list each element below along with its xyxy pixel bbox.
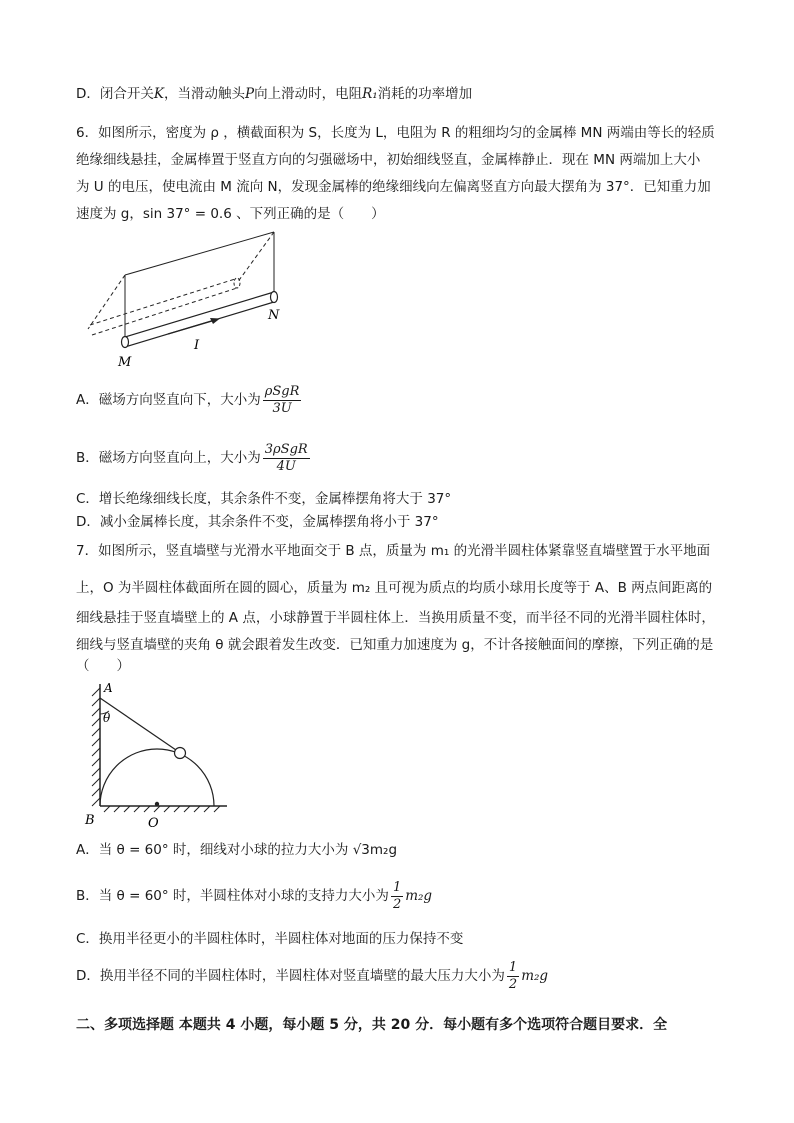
q7-option-b-after: m₂g	[405, 888, 433, 904]
q6-stem-line-2: 绝缘细线悬挂，金属棒置于竖直方向的匀强磁场中，初始细线竖直，金属棒静止．现在 MN 两端加上大小	[76, 152, 701, 168]
fraction-numerator: 3ρSgR	[264, 441, 308, 457]
q7-stem-line-4: 细线与竖直墙壁的夹角 θ 就会跟着发生改变．已知重力加速度为 g，不计各接触面间的摩擦，下列正确的是	[76, 637, 714, 653]
fraction-denominator: 2	[392, 896, 402, 912]
var-r1: R₁	[362, 86, 378, 102]
q5d-suffix: 消耗的功率增加	[377, 86, 473, 102]
q7-stem-line-5: （ ）	[76, 658, 130, 674]
q7-option-a[interactable]: A．当 θ = 60° 时，细线对小球的拉力大小为 √3m₂g	[76, 842, 398, 858]
var-k: K	[153, 86, 164, 102]
q7-stem-line-2: 上，O 为半圆柱体截面所在圆的圆心，质量为 m₂ 且可视为质点的均质小球用长度等于 A、B 两点间距离的	[76, 580, 713, 596]
fraction-denominator: 4U	[276, 458, 296, 474]
q7-option-b-fraction	[391, 880, 403, 913]
label-m: M	[118, 355, 132, 370]
q5-option-d	[76, 84, 472, 104]
q7-stem-line-3: 细线悬挂于竖直墙壁上的 A 点，小球静置于半圆柱体上．当换用质量不变，而半径不同的光滑半圆柱体时，	[76, 610, 715, 626]
q6-option-a-fraction	[263, 384, 302, 417]
section-2-heading: 二、多项选择题 本题共 4 小题，每小题 5 分，共 20 分．每小题有多个选项符合题目要求．全	[76, 1017, 668, 1033]
fraction-numerator: 1	[392, 879, 402, 895]
q7-option-d-after: m₂g	[521, 968, 549, 984]
label-a: A	[104, 681, 113, 695]
q6-figure	[80, 225, 290, 375]
q5d-mid1: ，当滑动触头	[164, 86, 245, 102]
q7-figure	[82, 678, 242, 833]
q7-option-d-fraction	[507, 960, 519, 993]
label-o: O	[148, 816, 159, 831]
q6-stem-line-4: 速度为 g，sin 37° = 0.6 、下列正确的是（ ）	[76, 206, 385, 222]
label-i: I	[194, 338, 200, 353]
q6-option-b-fraction	[263, 442, 310, 475]
fraction-denominator: 3U	[272, 400, 292, 416]
q5d-mid2: 向上滑动时，电阻	[254, 86, 363, 102]
q7-option-b-text: B．当 θ = 60° 时，半圆柱体对小球的支持力大小为	[76, 888, 389, 904]
q6-stem-line-1: 6．如图所示，密度为 ρ ，横截面积为 S，长度为 L，电阻为 R 的粗细均匀的金属棒 MN 两端由等长的轻质	[76, 125, 715, 141]
q7-option-d-text: D．换用半径不同的半圆柱体时，半圆柱体对竖直墙壁的最大压力大小为	[76, 968, 505, 984]
fraction-denominator: 2	[508, 976, 518, 992]
q6-option-d[interactable]: D．减小金属棒长度，其余条件不变，金属棒摆角将小于 37°	[76, 514, 439, 530]
label-theta: θ	[103, 711, 111, 725]
q6-option-a-text: A．磁场方向竖直向下，大小为	[76, 392, 261, 408]
label-n: N	[268, 308, 280, 323]
label-b: B	[85, 813, 95, 828]
q7-stem-line-1: 7．如图所示，竖直墙壁与光滑水平地面交于 B 点，质量为 m₁ 的光滑半圆柱体紧靠竖直墙壁置于水平地面	[76, 543, 711, 559]
q7-option-c[interactable]: C．换用半径更小的半圆柱体时，半圆柱体对地面的压力保持不变	[76, 931, 464, 947]
fraction-numerator: ρSgR	[264, 383, 300, 399]
q6-option-a[interactable]	[76, 382, 303, 418]
q7-option-b[interactable]	[76, 878, 432, 914]
var-p: P	[245, 86, 255, 102]
q6-option-b-text: B．磁场方向竖直向上，大小为	[76, 450, 261, 466]
fraction-numerator: 1	[508, 959, 518, 975]
q6-option-b[interactable]	[76, 440, 312, 476]
q6-stem-line-3: 为 U 的电压，使电流由 M 流向 N，发现金属棒的绝缘细线向左偏离竖直方向最大摆角为 37°．已知重力加	[76, 179, 711, 195]
q5d-prefix: D．闭合开关	[76, 86, 154, 102]
q6-option-c[interactable]: C．增长绝缘细线长度，其余条件不变，金属棒摆角将大于 37°	[76, 491, 452, 507]
q7-option-d[interactable]	[76, 958, 548, 994]
